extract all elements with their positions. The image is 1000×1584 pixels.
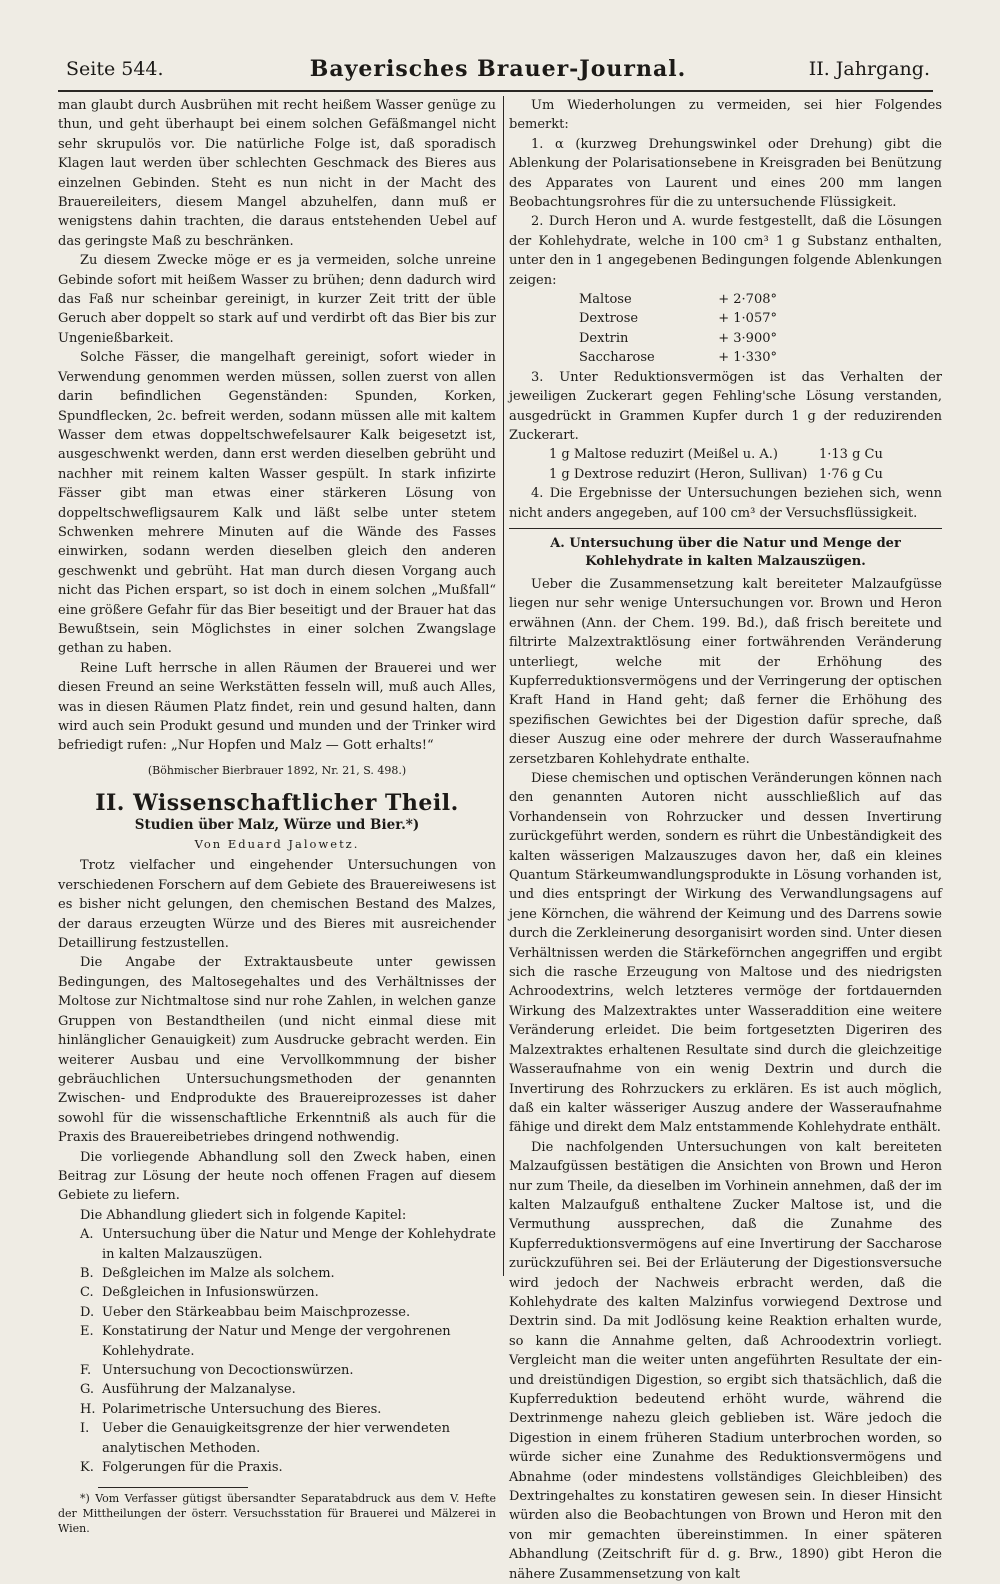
chapter-item <box>80 1264 496 1283</box>
chapter-text: Untersuchung über die Natur und Menge der Kohlehydrate in kalten Malzauszügen. <box>102 1227 496 1262</box>
right-column <box>509 96 942 1582</box>
chapter-item <box>80 1380 496 1399</box>
header-rule <box>58 90 933 92</box>
paragraph: Die Abhandlung gliedert sich in folgende Kapitel: <box>80 1207 407 1223</box>
paragraph: Die Angabe der Extraktausbeute unter gewissen Bedingungen, des Maltosegehaltes und des Verhältnisses der Moltose zur Nichtmaltose sind nur rohe Zahlen, in welchen ganze Gruppen von Bestandtheilen (und nicht einmal diese mit hinlänglicher Genauigkeit) zum Ausdrucke gebracht werden. Ein weiterer Ausbau und eine Vervollkommnung der bisher gebräuchlichen Untersuchungsmethoden der genannten Zwischen- und Endprodukte des Brauereiprozesses ist daher sowohl für die wissenschaftliche Erkenntniß als auch für die Praxis des Brauereibetriebes dringend nothwendig. <box>58 955 496 1146</box>
rotation-value: + 1·330° <box>718 350 777 366</box>
reduction-row <box>509 445 942 464</box>
chapter-text: Untersuchung von Decoctionswürzen. <box>102 1363 354 1378</box>
paragraph: Reine Luft herrsche in allen Räumen der Brauerei und wer diesen Freund an seine Werkstätten fesseln will, muß auch Alles, was in diesen Räumen Platz findet, rein und gesund halten, dann wird auch sein Produkt gesund und munden und der Trinker wird befriedigt rufen: „Nur Hopfen und Malz — Gott erhalts!“ <box>58 660 496 754</box>
section-rule <box>509 528 942 529</box>
paragraph: Zu diesem Zwecke möge er es ja vermeiden, solche unreine Gebinde sofort mit heißem Wasser zu brühen; denn dadurch wird das Faß nur scheinbar gereinigt, in kurzer Zeit tritt der üble Geruch aber doppelt so stark auf und verdirbt oft das Bier bis zur Ungenießbarkeit. <box>58 253 496 346</box>
chapter-text: Folgerungen für die Praxis. <box>102 1460 283 1476</box>
paragraph: Die nachfolgenden Untersuchungen von kalt bereiteten Malzaufgüssen bestätigen die Ansichten von Brown und Heron nur zum Theile, da dieselben im Vorhinein annehmen, daß der im kalten Malzaufguß enthaltene Zucker Maltose ist, und die Vermuthung aussprechen, daß die Zunahme des Kupferreduktionsvermögens auf eine Invertirung der Saccharose zurückzuführen sei. Bei der Erläuterung der Digestionsversuche wird jedoch der Nachweis erbracht werden, daß die Kohlehydrate des kalten Malzinfus vorwiegend Dextrose und Dextrin sind. Da mit Jodlösung keine Reaktion erhalten wurde, so kann die Annahme gelten, daß Achroodextrin vorliegt. Vergleicht man die weiter unten angeführten Resultate der ein- und dreistündigen Digestion, so ergibt sich thatsächlich, daß die Kupferreduktion bedeutend erhöht wurde, während die Dextrinmenge nahezu gleich geblieben ist. Wäre jedoch die Digestion in einem früheren Stadium unterbrochen worden, so würde sicher eine Zunahme des Reduktionsvermögens und Abnahme (oder mindestens vollständiges Gleichbleiben) des Dextringehaltes zu konstatiren gewesen sein. In dieser Hinsicht würden also die Beobachtungen von Brown und Heron mit den von mir gemachten übereinstimmen. In einer späteren Abhandlung (Zeitschrift für d. g. Brw., 1890) gibt Heron die nähere Zusammensetzung von kalt <box>509 1139 942 1582</box>
paragraph: 3. Unter Reduktionsvermögen ist das Verhalten der jeweiligen Zuckerart gegen Fehling'sche Lösung verstanden, ausgedrückt in Grammen Kupfer durch 1 g der reduzirenden Zuckerart. <box>509 369 942 443</box>
reduction-value: 1·13 g Cu <box>819 447 883 463</box>
chapter-item <box>80 1283 496 1302</box>
article-author: Von Eduard Jalowetz. <box>194 837 360 852</box>
chapter-item <box>80 1400 496 1419</box>
chapter-letter: F. <box>80 1363 92 1378</box>
paragraph: 2. Durch Heron und A. wurde festgestellt, daß die Lösungen der Kohlehydrate, welche in 100 cm³ 1 g Substanz enthalten, unter den in 1 angegebenen Bedingungen folgende Ablenkungen zeigen: <box>509 214 942 288</box>
rotation-row <box>509 290 942 309</box>
sugar-name: Dextrin <box>579 330 629 346</box>
paragraph: Ueber die Zusammensetzung kalt bereiteter Malzaufgüsse liegen nur sehr wenige Untersuchungen vor. Brown und Heron erwähnen (Ann. der Chem. 199. Bd.), daß frisch bereitete und filtrirte Malzextraktlösung einer fortwährenden Veränderung unterliegt, welche mit der Erhöhung des Kupferreduktionsvermögens und der Verringerung der optischen Kraft Hand in Hand geht; daß ferner die Erhöhung des spezifischen Gewichtes bei der Digestion dafür spreche, daß dieser Auszug eine oder mehrere der durch Wasseraufnahme zersetzbaren Kohlehydrate enthalte. <box>509 576 942 767</box>
chapter-item <box>80 1303 496 1322</box>
chapter-item <box>80 1458 496 1477</box>
paragraph: Die vorliegende Abhandlung soll den Zweck haben, einen Beitrag zur Lösung der heute noch offenen Fragen auf diesem Gebiete zu liefern. <box>58 1149 496 1204</box>
sugar-name: Maltose <box>579 292 632 308</box>
reduction-label: 1 g Maltose reduzirt (Meißel u. A.) <box>549 447 778 463</box>
rotation-row <box>509 309 942 328</box>
reduction-label: 1 g Dextrose reduzirt (Heron, Sullivan) <box>549 466 808 482</box>
paragraph: Solche Fässer, die mangelhaft gereinigt, sofort wieder in Verwendung genommen werden müssen, sollen zuerst von allen darin befindlichen Gegenständen: Spunden, Korken, Spundflecken, 2c. befreit werden, sodann müssen alle mit kaltem Wasser dem etwas doppeltschwefelsaurer Kalk beigesetzt ist, ausgeschwenkt werden, dann erst werden dieselben gebrüht und nachher mit reinem kalten Wasser gespült. In stark infizirte Fässer gibt man etwas einer stärkeren Lösung von doppeltschwefligsaurem Kalk und läßt selbe unter stetem Schwenken mehrere Minuten auf die Wände des Fasses einwirken, sodann werden dieselben gleich den anderen geschwenkt und gebrüht. Hat man durch diesen Vorgang auch nicht das Pichen erspart, so ist doch in einem solchen „Mußfall“ eine größere Gefahr für das Bier beseitigt und der Brauer hat das Bewußtsein, sein Möglichstes in einer solchen Zwangslage gethan zu haben. <box>58 350 496 657</box>
volume-year: II. Jahrgang. <box>808 58 930 80</box>
chapter-text: Polarimetrische Untersuchung des Bieres. <box>102 1401 382 1417</box>
section-title: II. Wissenschaftlicher Theil. <box>95 790 459 817</box>
journal-title: Bayerisches Brauer-Journal. <box>309 56 687 82</box>
article-title: Studien über Malz, Würze und Bier.*) <box>134 816 420 833</box>
chapter-letter: K. <box>80 1460 94 1476</box>
chapter-letter: D. <box>80 1304 95 1320</box>
rotation-row <box>509 348 942 367</box>
chapter-item <box>80 1225 496 1264</box>
sugar-name: Saccharose <box>579 350 655 366</box>
paragraph: 1. α (kurzweg Drehungswinkel oder Drehung) gibt die Ablenkung der Polarisationsebene in Kreisgraden bei Benützung des Apparates von Laurent und eines 200 mm langen Beobachtungsrohres für die zu untersuchende Flüssigkeit. <box>509 136 942 211</box>
rotation-value: + 3·900° <box>718 330 777 346</box>
reduction-row <box>509 465 942 484</box>
paragraph: Um Wiederholungen zu vermeiden, sei hier Folgendes bemerkt: <box>509 98 942 133</box>
sugar-name: Dextrose <box>579 311 639 327</box>
chapter-letter: G. <box>80 1382 95 1398</box>
paragraph: Trotz vielfacher und eingehender Untersuchungen von verschiedenen Forschern auf dem Gebiete des Brauereiwesens ist es bisher nicht gelungen, den chemischen Bestand des Malzes, der daraus erzeugten Würze und des Bieres mit ausreichender Detaillirung festzustellen. <box>58 858 496 952</box>
section-a-heading: A. Untersuchung über die Natur und Menge der Kohlehydrate in kalten Malzauszügen. <box>550 535 901 569</box>
chapter-text: Ausführung der Malzanalyse. <box>102 1382 296 1398</box>
paragraph: 4. Die Ergebnisse der Untersuchungen beziehen sich, wenn nicht anders angegeben, auf 100 cm³ der Versuchsflüssigkeit. <box>509 486 942 521</box>
chapter-text: Konstatirung der Natur und Menge der vergohrenen Kohlehydrate. <box>102 1324 451 1359</box>
reduction-value: 1·76 g Cu <box>819 466 883 482</box>
chapter-letter: I. <box>80 1421 90 1437</box>
rotation-value: + 2·708° <box>718 292 777 308</box>
chapter-letter: E. <box>80 1324 94 1340</box>
chapter-letter: C. <box>80 1285 94 1301</box>
page-number: Seite 544. <box>66 58 164 80</box>
chapter-letter: B. <box>80 1265 94 1281</box>
footnote: *) Vom Verfasser gütigst übersandter Separatabdruck aus dem V. Hefte der Mittheilungen der österr. Versuchsstation für Brauerei und Mälzerei in Wien. <box>58 1492 496 1536</box>
page-header <box>66 56 930 86</box>
chapter-text: Ueber die Genauigkeitsgrenze der hier verwendeten analytischen Methoden. <box>102 1421 450 1456</box>
paragraph: Diese chemischen und optischen Veränderungen können nach den genannten Autoren nicht ausschließlich auf das Vorhandensein von Rohrzucker und dessen Invertirung zurückgeführt werden, sondern es rührt die Unbeständigkeit des kalten wässerigen Malzauszuges davon her, daß ein kleines Quantum Stärkeumwandlungsprodukte in Lösung vorhanden ist, und dies entspringt der Wirkung des Verwandlungsagens auf jene Körnchen, die während der Keimung und des Darrens sowie durch die Zerkleinerung desorganisirt worden sind. Unter diesen Verhältnissen werden die Stärkeförnchen angegriffen und ergibt sich die rasche Erzeugung von Maltose und des niedrigsten Achroodextrins, welch letzteres vermöge der fortdauernden Wirkung des Malzextraktes unter Wasseraddition eine weitere Veränderung erleidet. Die beim fortgesetzten Digeriren des Malzextraktes erhaltenen Resultate sind durch die gleichzeitige Wasseraufnahme von ein wenig Dextrin und durch die Invertirung des Rohrzuckers zu erklären. Es ist auch möglich, daß ein kalter wässeriger Auszug andere der Wasseraufnahme fähige und direkt dem Malz entstammende Kohlehydrate enthält. <box>509 771 942 1136</box>
footnote-rule <box>98 1487 248 1488</box>
chapter-letter: H. <box>80 1401 96 1417</box>
rotation-value: + 1·057° <box>718 311 777 327</box>
rotation-row <box>509 329 942 348</box>
left-column <box>58 96 496 1536</box>
paragraph: man glaubt durch Ausbrühen mit recht heißem Wasser genüge zu thun, und geht überhaupt bei einem solchen Gefäßmangel nicht sehr skrupulös vor. Die natürliche Folge ist, daß sporadisch Klagen laut werden über schlechten Geschmack des Bieres aus einzelnen Gebinden. Steht es nun nicht in der Macht des Brauereileiters, diesem Mangel abzuhelfen, dann muß er wenigstens dahin trachten, die daraus entstehenden Uebel auf das geringste Maß zu beschränken. <box>58 98 496 249</box>
chapter-text: Deßgleichen im Malze als solchem. <box>102 1265 335 1281</box>
chapter-text: Deßgleichen in Infusionswürzen. <box>102 1285 319 1301</box>
chapter-text: Ueber den Stärkeabbau beim Maischprozesse. <box>102 1304 411 1320</box>
chapter-letter: A. <box>80 1227 94 1243</box>
reduction-table <box>509 445 942 484</box>
rotation-table <box>509 290 942 368</box>
chapter-item <box>80 1419 496 1458</box>
column-divider <box>503 96 504 1276</box>
chapter-item <box>80 1322 496 1361</box>
chapter-item <box>80 1361 496 1380</box>
source-citation: (Böhmischer Bierbrauer 1892, Nr. 21, S. 498.) <box>147 763 407 777</box>
chapter-list <box>58 1225 496 1477</box>
